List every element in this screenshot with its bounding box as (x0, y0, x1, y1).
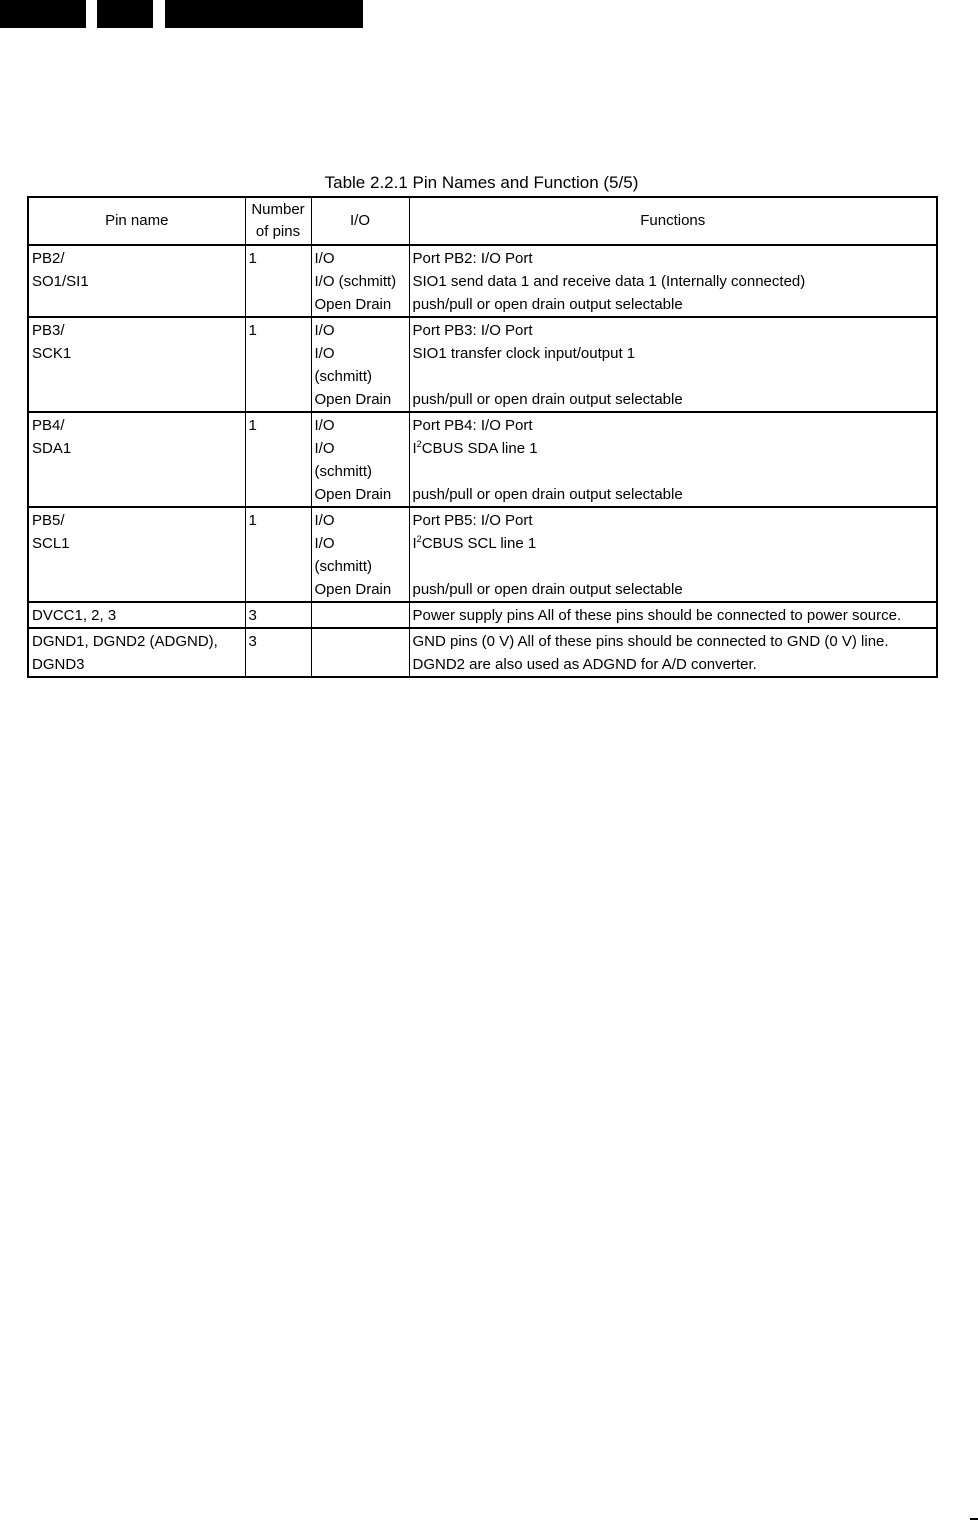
pin-name-line: PB3/ (32, 322, 65, 339)
cell-io (311, 602, 409, 628)
function-line-i2c (413, 532, 934, 555)
header-pin-name: Pin name (28, 197, 245, 245)
io-line: I/O (314, 440, 335, 457)
table-row (28, 412, 937, 507)
page-edge-mark (970, 1518, 978, 1520)
io-line: (schmitt) (314, 368, 372, 385)
blank-line (413, 555, 934, 578)
io-line: I/O (314, 535, 335, 552)
io-line: I/O (314, 417, 335, 434)
pin-name-line: PB5/ (32, 512, 65, 529)
pin-name-line: DGND1, DGND2 (ADGND), (32, 633, 218, 650)
i2c-letter: I (412, 440, 417, 457)
table-row (28, 628, 937, 677)
cell-functions (409, 602, 937, 628)
function-line: SIO1 transfer clock input/output 1 (412, 345, 636, 362)
blank-line (413, 460, 934, 483)
cell-functions (409, 317, 937, 412)
function-line: Port PB2: I/O Port (412, 250, 533, 267)
cell-pin-count (245, 507, 311, 602)
function-line: Port PB4: I/O Port (412, 417, 533, 434)
io-line: (schmitt) (314, 558, 372, 575)
function-line-i2c (413, 437, 934, 460)
function-line: push/pull or open drain output selectable (412, 296, 683, 313)
table-row (28, 507, 937, 602)
pin-name-line: PB4/ (32, 417, 65, 434)
i2c-superscript: 2 (416, 439, 422, 449)
io-line: I/O (314, 250, 335, 267)
function-line: push/pull or open drain output selectable (412, 486, 683, 503)
function-text: GND pins (0 V) All of these pins should be connected to GND (0 V) line. (412, 633, 889, 650)
header-black-block (97, 0, 153, 28)
pin-name-line: DGND3 (32, 656, 85, 673)
pin-name-line: DVCC1, 2, 3 (32, 607, 117, 624)
cell-io (311, 628, 409, 677)
header-number-of-pins (245, 197, 311, 245)
i2c-superscript: 2 (416, 534, 422, 544)
table-row (28, 317, 937, 412)
function-line: push/pull or open drain output selectable (412, 391, 683, 408)
io-line: I/O (314, 322, 335, 339)
cell-io (311, 507, 409, 602)
io-line: (schmitt) (314, 463, 372, 480)
cell-functions (409, 412, 937, 507)
cell-io (311, 245, 409, 317)
function-text: Power supply pins All of these pins should be connected to power source. (412, 607, 902, 624)
function-line: Port PB3: I/O Port (412, 322, 533, 339)
cell-pin-name (28, 602, 245, 628)
cell-pin-count (245, 412, 311, 507)
pin-count: 1 (248, 417, 257, 434)
io-line: I/O (314, 345, 335, 362)
cell-functions (409, 628, 937, 677)
table-row (28, 245, 937, 317)
function-line: push/pull or open drain output selectable (412, 581, 683, 598)
io-line: Open Drain (314, 391, 392, 408)
cell-pin-name (28, 628, 245, 677)
table-row (28, 602, 937, 628)
header-functions: Functions (409, 197, 937, 245)
pin-count: 3 (248, 607, 257, 624)
pin-name-line: SO1/SI1 (32, 273, 89, 290)
pin-count: 1 (248, 322, 257, 339)
i2c-letter: I (412, 535, 417, 552)
pin-name-line: SCL1 (32, 535, 70, 552)
cell-functions (409, 507, 937, 602)
cell-pin-count (245, 317, 311, 412)
io-line: Open Drain (314, 581, 392, 598)
header-black-block (165, 0, 363, 28)
pin-name-line: SDA1 (32, 440, 72, 457)
pin-count: 1 (248, 250, 257, 267)
header-number-line2: of pins (255, 223, 301, 240)
cell-pin-count (245, 628, 311, 677)
io-line: Open Drain (314, 296, 392, 313)
cell-io (311, 317, 409, 412)
function-line: DGND2 are also used as ADGND for A/D converter. (412, 656, 757, 673)
cell-pin-name (28, 245, 245, 317)
table-caption: Table 2.2.1 Pin Names and Function (5/5) (324, 173, 639, 192)
pin-count: 3 (248, 633, 257, 650)
pin-function-table (27, 196, 938, 678)
io-line: Open Drain (314, 486, 392, 503)
pin-name-line: PB2/ (32, 250, 65, 267)
i2c-text: CBUS SCL line 1 (421, 535, 537, 552)
cell-pin-name (28, 507, 245, 602)
header-black-block (0, 0, 86, 28)
io-line: I/O (schmitt) (314, 273, 397, 290)
cell-pin-count (245, 245, 311, 317)
header-number-line1: Number (251, 201, 305, 218)
i2c-text: CBUS SDA line 1 (421, 440, 538, 457)
cell-io (311, 412, 409, 507)
function-line: Port PB5: I/O Port (412, 512, 533, 529)
table-header-row (28, 197, 937, 245)
function-line: SIO1 send data 1 and receive data 1 (Internally connected) (412, 273, 806, 290)
cell-pin-name (28, 412, 245, 507)
cell-pin-name (28, 317, 245, 412)
blank-line (413, 365, 934, 388)
header-io: I/O (311, 197, 409, 245)
cell-functions (409, 245, 937, 317)
io-line: I/O (314, 512, 335, 529)
cell-pin-count (245, 602, 311, 628)
pin-count: 1 (248, 512, 257, 529)
pin-name-line: SCK1 (32, 345, 72, 362)
